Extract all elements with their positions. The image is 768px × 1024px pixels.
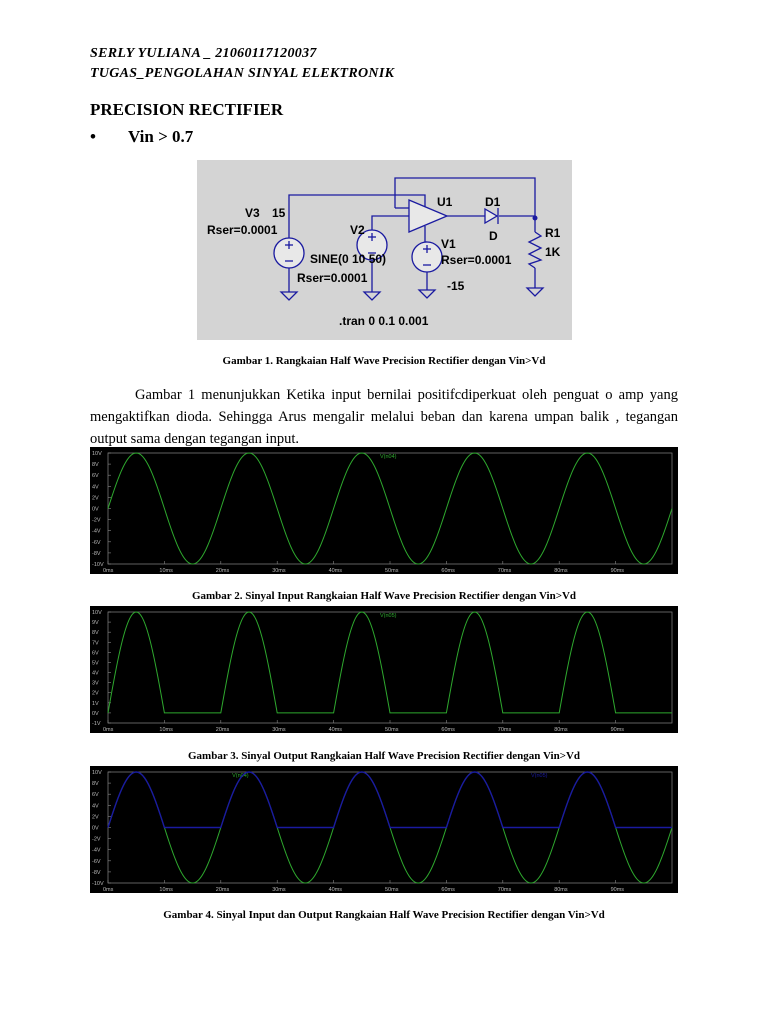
x-tick-label: 30ms	[272, 887, 286, 893]
d1-label: D1	[485, 195, 501, 209]
u1-label: U1	[437, 195, 453, 209]
x-tick-label: 10ms	[159, 568, 173, 574]
v2-wire	[372, 216, 409, 230]
v2-rser: Rser=0.0001	[297, 271, 368, 285]
resistor-r1	[529, 232, 541, 268]
y-tick-label: 4V	[92, 484, 99, 491]
x-tick-label: 60ms	[441, 887, 455, 893]
section-title: PRECISION RECTIFIER	[90, 100, 284, 119]
y-tick-label: 0V	[92, 506, 99, 513]
v3-label: V3	[245, 206, 260, 220]
y-tick-label: 2V	[92, 495, 99, 502]
y-tick-label: 8V	[92, 462, 99, 469]
plot-combined-svg	[90, 766, 678, 893]
y-tick-label: -1V	[92, 721, 101, 727]
x-tick-label: 90ms	[610, 727, 625, 733]
circuit-schematic	[197, 160, 572, 340]
x-tick-label: 80ms	[554, 887, 568, 893]
legend-label: V(n05)	[380, 613, 397, 619]
y-tick-label: 1V	[92, 700, 99, 707]
y-tick-label: -6V	[92, 858, 101, 865]
y-tick-label: 8V	[92, 630, 99, 637]
v1-value: -15	[447, 279, 465, 293]
y-tick-label: 8V	[92, 781, 99, 788]
x-tick-label: 30ms	[272, 727, 286, 733]
y-tick-label: 2V	[92, 690, 99, 697]
x-tick-label: 50ms	[385, 887, 399, 893]
series-line	[108, 453, 672, 564]
y-tick-label: -4V	[92, 847, 101, 854]
x-tick-label: 60ms	[441, 727, 455, 733]
x-tick-label: 30ms	[272, 568, 286, 574]
legend-label: V(n04)	[380, 454, 397, 460]
plot-input-signal	[90, 447, 678, 574]
x-tick-label: 70ms	[497, 727, 512, 733]
y-tick-label: 7V	[92, 640, 99, 647]
x-tick-label: 40ms	[328, 727, 343, 733]
v2-label: V2	[350, 223, 365, 237]
y-tick-label: 6V	[92, 473, 99, 480]
body-paragraph: Gambar 1 menunjukkan Ketika input bernilai positifcdiperkuat oleh penguat o amp yang mengaktifkan dioda. Sehingga Arus mengalir melalui beban dan karena umpan balik , tegangan output sama dengan tegangan input.	[90, 387, 678, 447]
y-tick-label: -10V	[92, 562, 104, 568]
bullet-marker: •	[90, 127, 96, 146]
x-tick-label: 20ms	[215, 727, 230, 733]
tran-directive: .tran 0 0.1 0.001	[339, 314, 429, 328]
y-tick-label: 6V	[92, 650, 99, 657]
course-line: TUGAS_PENGOLAHAN SINYAL ELEKTRONIK	[90, 66, 395, 81]
plot-output-svg	[90, 606, 678, 733]
v1-label: V1	[441, 237, 456, 251]
x-tick-label: 0ms	[103, 727, 114, 733]
y-tick-label: -2V	[92, 517, 101, 524]
y-tick-label: 4V	[92, 803, 99, 810]
d-model: D	[489, 229, 498, 243]
x-tick-label: 0ms	[103, 568, 114, 574]
plot-input-svg	[90, 447, 678, 574]
x-tick-label: 50ms	[385, 568, 399, 574]
caption-fig3: Gambar 3. Sinyal Output Rangkaian Half Wave Precision Rectifier dengan Vin>Vd	[187, 750, 581, 762]
plot-frame	[108, 612, 672, 723]
plot-output-signal	[90, 606, 678, 733]
legend-label: V(n04)	[232, 773, 249, 779]
r1-value: 1K	[545, 245, 561, 259]
x-tick-label: 70ms	[497, 568, 512, 574]
y-tick-label: 6V	[92, 792, 99, 799]
y-tick-label: -4V	[92, 528, 101, 535]
r1-label: R1	[545, 226, 561, 240]
x-tick-label: 10ms	[159, 887, 173, 893]
y-tick-label: 10V	[92, 451, 102, 457]
v3-rser: Rser=0.0001	[207, 223, 278, 237]
caption-fig4: Gambar 4. Sinyal Input dan Output Rangkaian Half Wave Precision Rectifier dengan Vin>Vd	[163, 909, 605, 921]
y-tick-label: 10V	[92, 770, 102, 776]
author-line: SERLY YULIANA _ 21060117120037	[90, 46, 317, 61]
y-tick-label: 10V	[92, 610, 102, 616]
x-tick-label: 40ms	[328, 568, 343, 574]
y-tick-label: 0V	[92, 825, 99, 832]
y-tick-label: 9V	[92, 620, 99, 627]
x-tick-label: 20ms	[215, 568, 230, 574]
caption-fig2: Gambar 2. Sinyal Input Rangkaian Half Wave Precision Rectifier dengan Vin>Vd	[191, 590, 577, 602]
plot-input-output-signal	[90, 766, 678, 893]
x-tick-label: 60ms	[441, 568, 455, 574]
x-tick-label: 70ms	[497, 887, 512, 893]
series-line	[108, 772, 672, 828]
y-tick-label: -2V	[92, 836, 101, 843]
series-line	[108, 612, 672, 713]
v3-value: 15	[272, 206, 286, 220]
x-tick-label: 0ms	[103, 887, 114, 893]
y-tick-label: 3V	[92, 680, 99, 687]
y-tick-label: 0V	[92, 710, 99, 717]
x-tick-label: 90ms	[610, 568, 625, 574]
x-tick-label: 40ms	[328, 887, 343, 893]
v1-wire	[425, 226, 427, 242]
x-tick-label: 80ms	[554, 727, 568, 733]
x-tick-label: 50ms	[385, 727, 399, 733]
schematic-svg	[197, 160, 572, 340]
x-tick-label: 90ms	[610, 887, 625, 893]
caption-fig1: Gambar 1. Rangkaian Half Wave Precision Rectifier dengan Vin>Vd	[222, 355, 546, 367]
y-tick-label: 2V	[92, 814, 99, 821]
y-tick-label: -8V	[92, 550, 101, 557]
y-tick-label: -6V	[92, 539, 101, 546]
y-tick-label: 5V	[92, 660, 99, 667]
y-tick-label: 4V	[92, 670, 99, 677]
x-tick-label: 20ms	[215, 887, 230, 893]
v1-rser: Rser=0.0001	[441, 253, 512, 267]
bullet-text: Vin > 0.7	[128, 127, 194, 146]
v2-value: SINE(0 10 50)	[310, 252, 387, 266]
x-tick-label: 80ms	[554, 568, 568, 574]
y-tick-label: -8V	[92, 869, 101, 876]
x-tick-label: 10ms	[159, 727, 173, 733]
y-tick-label: -10V	[92, 881, 104, 887]
diode-d1	[485, 209, 497, 223]
legend-label: V(n05)	[531, 773, 548, 779]
